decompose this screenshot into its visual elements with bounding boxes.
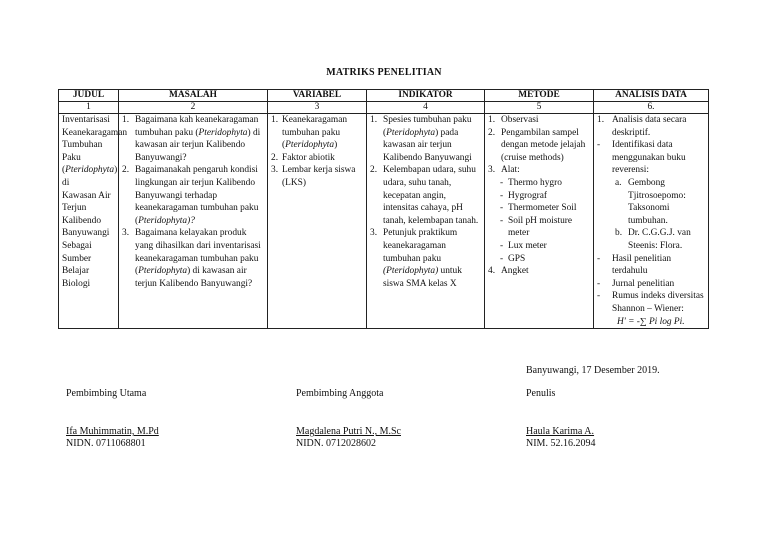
item-text: Identifikasi data menggunakan buku reverensi:: [612, 140, 686, 176]
item-text: Bagaimanakah pengaruh kondisi lingkungan air terjun Kalibendo Banyuwangi terhadap keanekaragaman tumbuhan paku (: [135, 165, 259, 226]
header-variabel: VARIABEL: [268, 90, 367, 102]
item-text: ) di kawasan air terjun Kalibendo Banyuwangi?: [135, 266, 253, 289]
signature-block-penulis: [526, 388, 595, 450]
signature-role: Penulis: [526, 388, 556, 399]
item-text: Pengambilan sampel dengan metode jelajah (cruise methods): [501, 127, 586, 163]
judul-line: Sebagai Sumber: [62, 240, 92, 264]
header-indikator: INDIKATOR: [367, 90, 485, 102]
item-number: 1.: [370, 115, 378, 125]
item-text: ): [334, 140, 338, 151]
item-text: Angket: [501, 266, 529, 277]
variabel-item: [271, 152, 363, 165]
signature-id: NIDN. 0712028602: [296, 438, 376, 449]
item-italic: (Pteridophyta): [383, 266, 439, 277]
analisis-item: [597, 253, 705, 278]
judul-italic: Pteridophyta: [65, 165, 115, 176]
col-number: 2: [119, 102, 268, 114]
metode-item: [488, 127, 590, 165]
judul-cell: [59, 114, 128, 329]
item-text: untuk siswa SMA kelas X: [383, 266, 462, 289]
judul-line: Inventarisasi: [62, 115, 110, 125]
bullet-dash: -: [500, 203, 504, 214]
signing-date: Banyuwangi, 17 Desember 2019.: [526, 365, 660, 376]
bullet-dash: -: [500, 215, 504, 226]
item-text: Dr. C.G.G.J. van Steenis: Flora.: [628, 228, 691, 251]
item-italic: Pteridophyta: [138, 266, 188, 277]
signature-role: Pembimbing Utama: [66, 388, 147, 399]
tool-item: [488, 240, 590, 253]
tool-label: Soil pH moisture meter: [508, 215, 573, 239]
item-text: Alat:: [501, 165, 520, 176]
item-italic: Pteridophyta: [198, 127, 248, 138]
signature-name: Magdalena Putri N., M.Sc: [296, 426, 401, 437]
bullet-dash: -: [597, 140, 601, 151]
judul-line: Tumbuhan Paku: [62, 140, 103, 163]
analisis-item: [597, 278, 705, 291]
masalah-item: [122, 114, 264, 164]
tool-item: [488, 202, 590, 215]
item-text: Analisis data secara deskriptif.: [612, 115, 687, 138]
item-number: 2.: [122, 165, 130, 176]
col-number: 6.: [594, 102, 709, 114]
metode-item: [488, 265, 590, 278]
item-number: 1.: [122, 115, 130, 125]
reference-item: [597, 177, 705, 227]
judul-line: Terjun: [62, 203, 87, 214]
signature-name: Haula Karima A.: [526, 426, 595, 437]
tool-label: GPS: [508, 253, 526, 264]
content-row: [59, 114, 709, 329]
header-analisis-data: ANALISIS DATA: [594, 90, 709, 102]
item-number: 3.: [488, 165, 496, 176]
bullet-dash: -: [597, 278, 601, 289]
col-number: 5: [485, 102, 594, 114]
judul-line: Kawasan Air: [62, 190, 111, 201]
tool-item: [488, 215, 590, 240]
signature-role: Pembimbing Anggota: [296, 388, 384, 399]
tool-item: [488, 177, 590, 190]
item-italic: Pteridophyta)?: [138, 215, 195, 226]
indikator-cell: [367, 114, 485, 329]
judul-line: Banyuwangi: [62, 228, 110, 239]
item-italic: Pteridophyta: [285, 140, 335, 151]
item-text: Faktor abiotik: [282, 152, 335, 163]
page-title: MATRIKS PENELITIAN: [326, 67, 442, 78]
tool-item: [488, 253, 590, 266]
col-number: 4: [367, 102, 485, 114]
item-letter: b.: [615, 228, 623, 239]
variabel-item: [271, 114, 363, 152]
item-text: Petunjuk praktikum keanekaragaman tumbuhan paku: [383, 228, 458, 264]
judul-line: (Pteridophyta) di: [62, 165, 118, 188]
masalah-cell: [119, 114, 268, 329]
item-number: 1.: [597, 115, 605, 125]
item-text: Keanekaragaman tumbuhan paku (: [282, 115, 348, 151]
signature-block-pembimbing-utama: [66, 388, 159, 450]
metode-item: [488, 114, 590, 127]
item-number: 2.: [488, 127, 496, 138]
number-row: [59, 102, 709, 114]
header-row: [59, 90, 709, 102]
item-text: Jurnal penelitian: [612, 278, 675, 289]
item-text: Lembar kerja siswa (LKS): [282, 165, 356, 188]
item-letter: a.: [615, 177, 622, 188]
header-judul: JUDUL: [59, 90, 119, 102]
item-number: 3.: [122, 228, 130, 239]
tool-item: [488, 190, 590, 203]
analisis-item: [597, 290, 705, 315]
signature-id: NIDN. 0711068801: [66, 438, 146, 449]
metode-cell: [485, 114, 594, 329]
indikator-item: [370, 164, 481, 227]
analisis-item: [597, 114, 705, 139]
masalah-item: [122, 227, 264, 290]
col-number: 3: [268, 102, 367, 114]
tool-label: Thermometer Soil: [508, 203, 577, 214]
item-number: 1.: [271, 115, 279, 125]
item-text: Bagaimana kelayakan produk yang dihasilkan dari inventarisasi keanekaragaman tumbuhan paku (: [135, 228, 261, 277]
col-number: 1: [59, 102, 119, 114]
item-italic: Pteridophyta: [386, 127, 436, 138]
reference-item: [597, 227, 705, 252]
item-text: Spesies tumbuhan paku (: [383, 115, 472, 138]
analisis-item: [597, 139, 705, 177]
judul-line: Keanekaragaman: [62, 127, 128, 138]
item-number: 3.: [370, 228, 378, 239]
indikator-item: [370, 114, 481, 164]
signature-block-pembimbing-anggota: [296, 388, 401, 450]
item-text: ) di kawasan air terjun Kalibendo Banyuwangi?: [135, 127, 261, 163]
judul-line: Kalibendo: [62, 215, 102, 226]
header-masalah: MASALAH: [119, 90, 268, 102]
item-text: Hasil penelitian terdahulu: [612, 253, 672, 277]
tool-label: Lux meter: [508, 240, 547, 251]
judul-line: Belajar Biologi: [62, 266, 91, 289]
signature-id: NIM. 52.16.2094: [526, 438, 596, 449]
metode-item: [488, 164, 590, 177]
item-number: 3.: [271, 165, 279, 176]
item-text: Observasi: [501, 115, 539, 125]
tool-label: Thermo hygro: [508, 177, 562, 188]
bullet-dash: -: [500, 240, 504, 251]
item-text: Rumus indeks diversitas Shannon – Wiener:: [612, 291, 704, 314]
bullet-dash: -: [597, 253, 601, 264]
item-number: 4.: [488, 266, 496, 277]
bullet-dash: -: [500, 253, 504, 264]
item-text: ) pada kawasan air terjun Kalibendo Banyuwangi: [383, 127, 472, 163]
item-number: 2.: [271, 152, 279, 163]
tool-label: Hygrograf: [508, 190, 548, 201]
item-number: 1.: [488, 115, 496, 125]
item-text: Bagaimana kah keanekaragaman tumbuhan paku (: [135, 115, 259, 138]
bullet-dash: -: [597, 291, 601, 302]
research-matrix-table: [58, 89, 709, 329]
analisis-cell: [594, 114, 709, 329]
item-text: Kelembapan udara, suhu udara, suhu tanah, kecepatan angin, intensitas cahaya, pH tanah, kelembapan tanah.: [383, 165, 479, 226]
signature-name: Ifa Muhimmatin, M.Pd: [66, 426, 159, 437]
masalah-item: [122, 164, 264, 227]
header-metode: METODE: [485, 90, 594, 102]
shannon-wiener-formula: H' = -∑ Pi log Pi.: [617, 316, 685, 327]
variabel-item: [271, 164, 363, 189]
bullet-dash: -: [500, 177, 504, 188]
indikator-item: [370, 227, 481, 290]
item-text: Gembong Tjitrosoepomo: Taksonomi tumbuhan.: [628, 177, 686, 226]
item-number: 2.: [370, 165, 378, 176]
bullet-dash: -: [500, 190, 504, 201]
variabel-cell: [268, 114, 367, 329]
